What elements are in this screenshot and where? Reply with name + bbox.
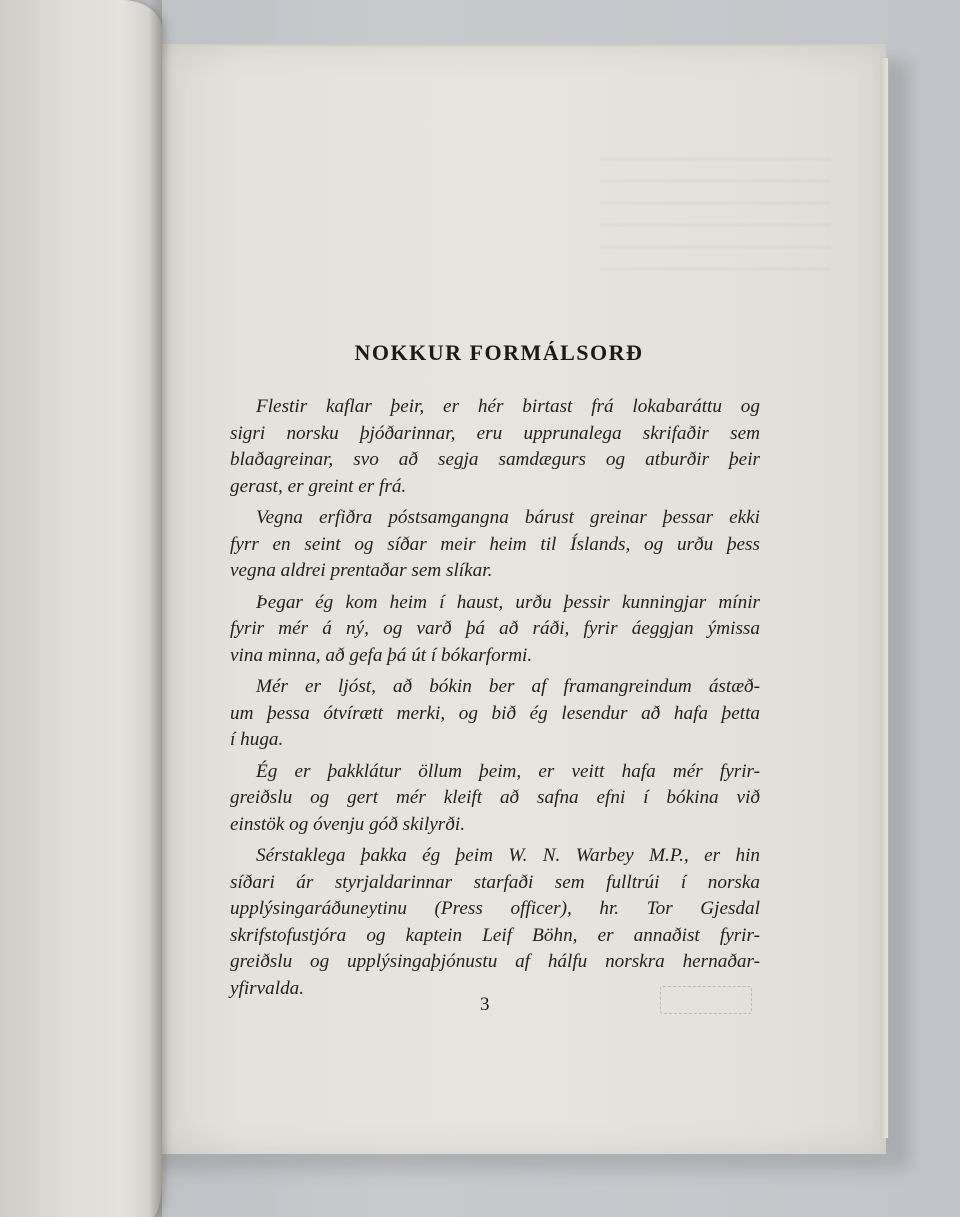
text-line: greiðslu og upplýsingaþjónustu af hálfu norskra hernaðar- bbox=[230, 951, 760, 972]
page-title: NOKKUR FORMÁLSORÐ bbox=[354, 340, 644, 365]
text-line: Mér er ljóst, að bókin ber af framangreindum ástæð- bbox=[256, 676, 760, 697]
text-line: Vegna erfiðra póstsamgangna bárust greinar þessar ekki bbox=[256, 507, 760, 528]
text-line: upplýsingaráðuneytinu (Press officer), hr. Tor Gjesdal bbox=[230, 898, 760, 919]
paragraph-1 bbox=[230, 394, 760, 500]
text-line: fyrir mér á ný, og varð þá að ráði, fyrir áeggjan ýmissa bbox=[230, 618, 760, 639]
left-page bbox=[0, 0, 162, 1217]
page-edge bbox=[880, 58, 889, 1138]
page-content bbox=[230, 340, 760, 1007]
text-line: einstök og óvenju góð skilyrði. bbox=[230, 813, 466, 835]
text-line: um þessa ótvírætt merki, og bið ég lesendur að hafa þetta bbox=[230, 702, 760, 724]
text-line: sigri norsku þjóðarinnar, eru upprunalega skrifaðir sem bbox=[230, 422, 760, 444]
text-line: síðari ár styrjaldarinnar starfaði sem fulltrúi í norska bbox=[230, 871, 760, 893]
page-number: 3 bbox=[480, 994, 490, 1015]
paragraph-3 bbox=[230, 590, 760, 670]
text-line: Flestir kaflar þeir, er hér birtast frá lokabaráttu og bbox=[256, 396, 760, 417]
text-line: vegna aldrei prentaðar sem slíkar. bbox=[230, 560, 493, 581]
text-line: Þegar ég kom heim í haust, urðu þessir kunningjar mínir bbox=[256, 591, 760, 613]
show-through-text bbox=[600, 150, 830, 270]
paragraph-4 bbox=[230, 674, 760, 754]
text-line: í huga. bbox=[230, 729, 284, 750]
paragraph-2 bbox=[230, 505, 760, 585]
faint-stamp bbox=[660, 986, 752, 1014]
paragraph-6 bbox=[230, 843, 760, 1002]
text-line: Sérstaklega þakka ég þeim W. N. Warbey M.P., er hin bbox=[256, 845, 760, 866]
text-line: skrifstofustjóra og kaptein Leif Böhn, er annaðist fyrir- bbox=[230, 924, 760, 946]
text-line: yfirvalda. bbox=[230, 977, 305, 999]
text-line: greiðslu og gert mér kleift að safna efni í bókina við bbox=[230, 787, 760, 808]
text-line: blaðagreinar, svo að segja samdægurs og atburðir þeir bbox=[230, 449, 760, 470]
text-line: Ég er þakklátur öllum þeim, er veitt hafa mér fyrir- bbox=[256, 760, 760, 782]
text-line: vina minna, að gefa þá út í bókarformi. bbox=[230, 644, 533, 666]
text-line: gerast, er greint er frá. bbox=[230, 475, 407, 497]
text-line: fyrr en seint og síðar meir heim til Íslands, og urðu þess bbox=[230, 533, 760, 555]
paragraph-5 bbox=[230, 759, 760, 839]
